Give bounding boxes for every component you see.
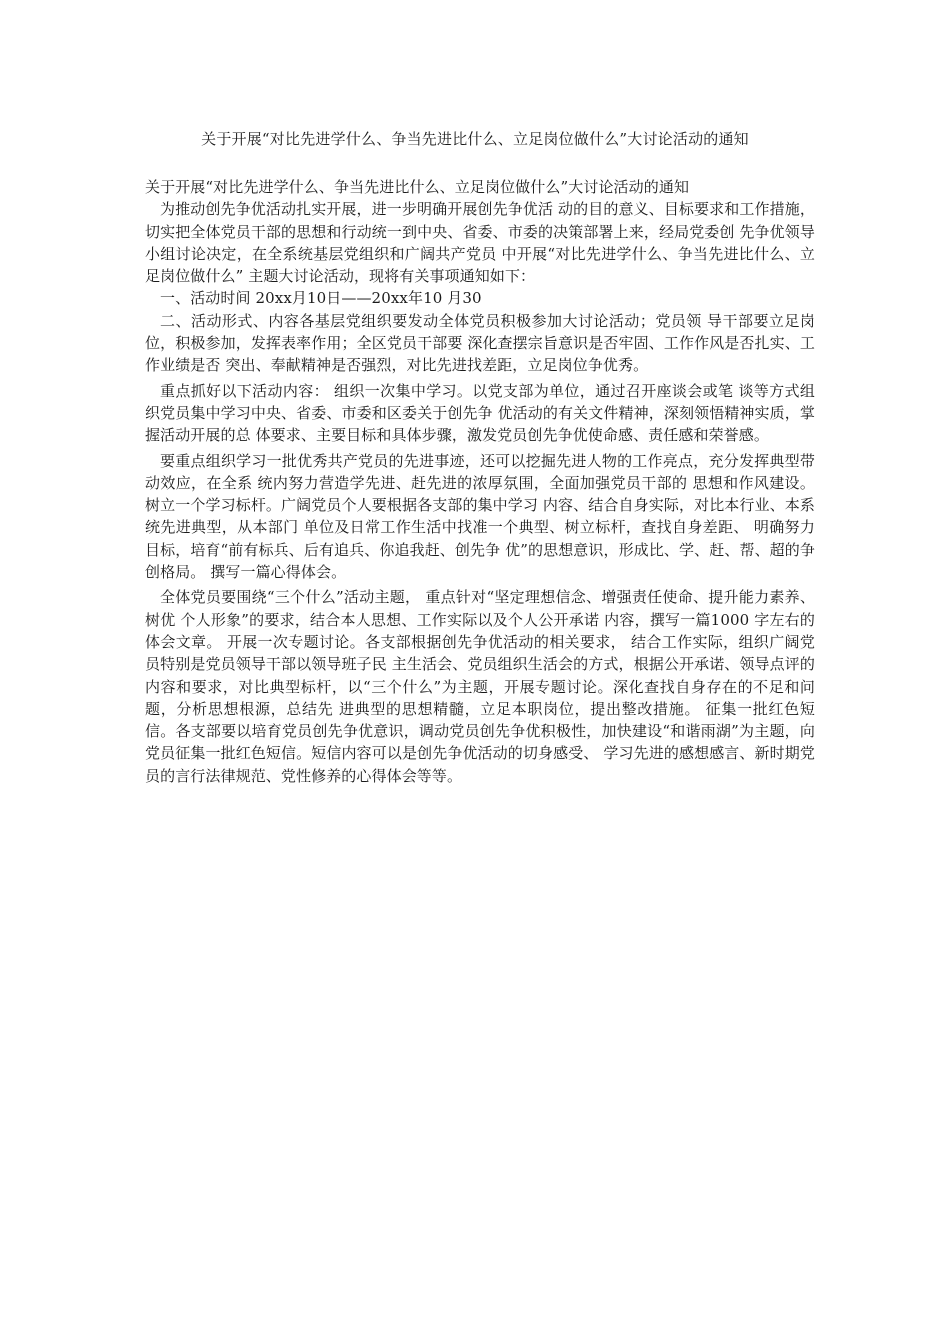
document-title: 关于开展“对比先进学什么、争当先进比什么、立足岗位做什么”大讨论活动的通知 [201,130,749,148]
paragraph-activity-time: 一、活动时间 20xx月10日——20xx年10 月30 [160,289,482,308]
document-body [145,176,815,787]
paragraph-all-members: 全体党员要围绕“三个什么”活动主题， 重点针对“坚定理想信念、增强责任使命、提升能力素养、树优 个人形象”的要求，结合本人思想、工作实际以及个人公开承诺 内容，撰写一篇1000 字左右的体会文章。 开展一次专题讨论。各支部根据创先争优活动的相关要求， 结合工作实际，组织广阔党员特别是党员领导干部以领导班子民 主生活会、党员组织生活会的方式，根据公开承诺、领导点评的 内容和要求，对比典型标杆，以“三个什么”为主题，开展专题讨论。深化查找自身存在的不足和问题，分析思想根源，总结先 进典型的思想精髓，立足本职岗位，提出整改措施。 征集一批红色短信。各支部要以培育党员创先争优意识，调动党员创先争优积极性，加快建设“和谐雨湖”为主题，向党员征集一批红色短信。短信内容可以是创先争优活动的切身感受、 学习先进的感想感言、新时期党员的言行法律规范、党性修养的心得体会等等。 [145,588,815,785]
paragraph-intro: 为推动创先争优活动扎实开展，进一步明确开展创先争优活 动的目的意义、目标要求和工作措施，切实把全体党员干部的思想和行动统一到中央、省委、市委的决策部署上来，经局党委创 先争优领导小组讨论决定，在全系统基层党组织和广阔共产党员 中开展“对比先进学什么、争当先进比什么、立足岗位做什么” 主题大讨论活动，现将有关事项通知如下： [145,200,815,286]
paragraph-activity-form: 二、活动形式、内容各基层党组织要发动全体党员积极参加大讨论活动；党员领 导干部要立足岗位，积极参加，发挥表率作用；全区党员干部要 深化查摆宗旨意识是否牢固、工作作风是否扎实、工作业绩是否 突出、奉献精神是否强烈，对比先进找差距，立足岗位争优秀。 [145,311,815,375]
paragraph-key-content: 重点抓好以下活动内容： 组织一次集中学习。以党支部为单位，通过召开座谈会或笔 谈等方式组织党员集中学习中央、省委、市委和区委关于创先争 优活动的有关文件精神，深刻领悟精神实质，掌握活动开展的总 体要求、主要目标和具体步骤，激发党员创先争优使命感、责任感和荣誉感。 [145,381,815,445]
paragraph-study-examples: 要重点组织学习一批优秀共产党员的先进事迹，还可以挖掘先进人物的工作亮点，充分发挥典型带动效应，在全系 统内努力营造学先进、赶先进的浓厚氛围，全面加强党员干部的 思想和作风建设。 树立一个学习标杆。广阔党员个人要根据各支部的集中学习 内容、结合自身实际，对比本行业、本系统先进典型，从本部门 单位及日常工作生活中找准一个典型、树立标杆，查找自身差距、 明确努力目标，培育“前有标兵、后有追兵、你追我赶、创先争 优”的思想意识，形成比、学、赶、帮、超的争创格局。 撰写一篇心得体会。 [145,451,815,582]
body-heading: 关于开展“对比先进学什么、争当先进比什么、立足岗位做什么”大讨论活动的通知 [145,178,690,196]
